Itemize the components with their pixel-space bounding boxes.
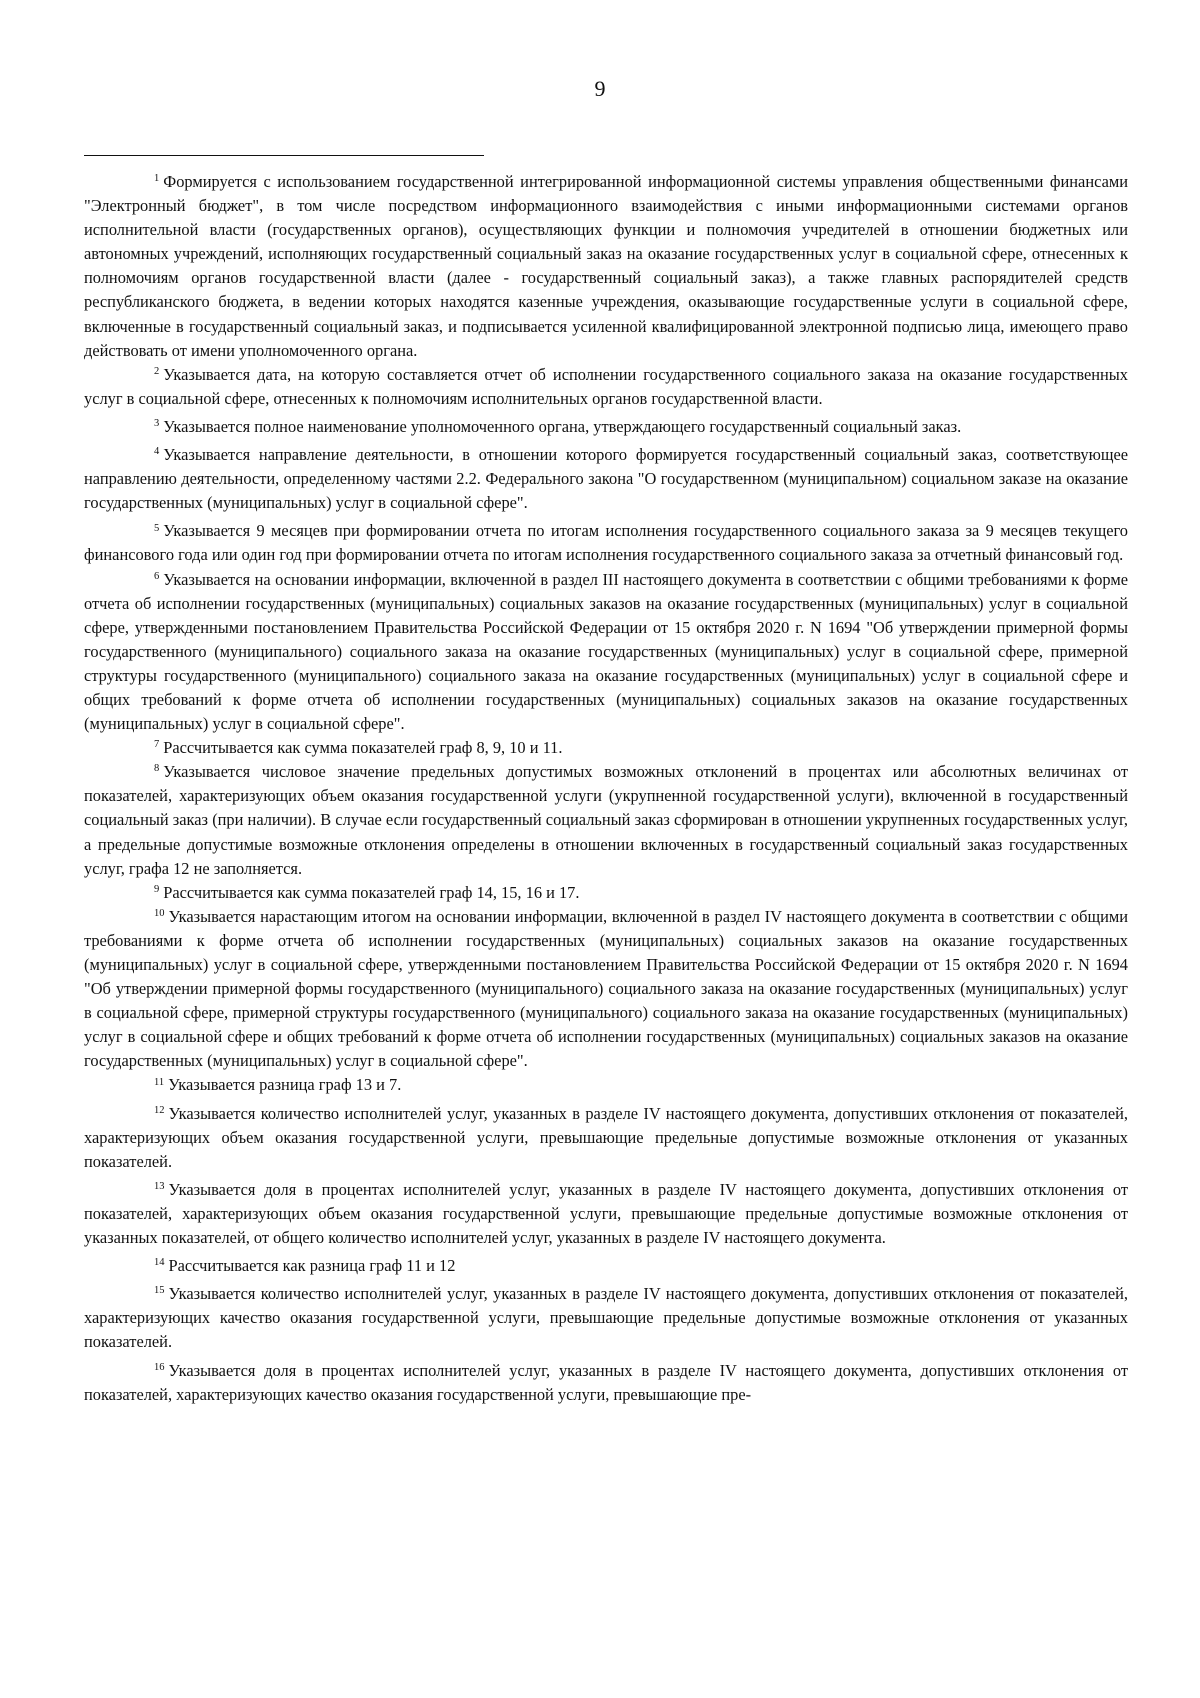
footnote-text: Указывается количество исполнителей услуг, указанных в разделе IV настоящего документа, допустивших отклонения от показателей, характеризующих качество оказания государственной услуги, превышающие предельные допустимые возможные отклонения от указанных показателей. <box>84 1284 1128 1352</box>
footnote-marker: 12 <box>154 1104 165 1116</box>
footnotes-list <box>84 170 1128 1407</box>
footnote-text: Указывается направление деятельности, в отношении которого формируется государственный социальный заказ, соответствующее направлению деятельности, определенному частями 2.2. Федерального закона "О государственном (муниципальном) социальном заказе на оказание государственных (муниципальных) услуг в социальной сфере". <box>84 445 1128 513</box>
footnote-4 <box>84 443 1128 515</box>
footnote-3 <box>84 415 1128 439</box>
footnote-text: Указывается числовое значение предельных допустимых возможных отклонений в процентах или абсолютных величинах от показателей, характеризующих объем оказания государственной услуги (укрупненной государственной услуги), включенной в государственный социальный заказ (при наличии). В случае если государственный социальный заказ сформирован в отношении укрупненных государственных услуг, а предельные допустимые возможные отклонения определены в отношении включенных в государственный социальный заказ государственных услуг, графа 12 не заполняется. <box>84 762 1128 878</box>
footnote-text: Указывается 9 месяцев при формировании отчета по итогам исполнения государственного социального заказа за 9 месяцев текущего финансового года или один год при формировании отчета по итогам исполнения государственного социального заказа за отчетный финансовый год. <box>84 521 1128 565</box>
footnote-8 <box>84 760 1128 880</box>
footnote-text: Рассчитывается как сумма показателей граф 8, 9, 10 и 11. <box>163 738 563 758</box>
footnote-text: Рассчитывается как сумма показателей граф 14, 15, 16 и 17. <box>163 882 580 902</box>
footnote-text: Указывается количество исполнителей услуг, указанных в разделе IV настоящего документа, допустивших отклонения от показателей, характеризующих объем оказания государственной услуги, превышающие предельные допустимые возможные отклонения от указанных показателей. <box>84 1103 1128 1171</box>
footnote-marker: 9 <box>154 883 160 895</box>
footnote-marker: 4 <box>154 446 160 458</box>
footnote-marker: 6 <box>154 570 160 582</box>
footnote-7 <box>84 736 1128 760</box>
footnote-marker: 2 <box>154 365 160 377</box>
footnote-text: Рассчитывается как разница граф 11 и 12 <box>168 1256 456 1276</box>
footnote-separator <box>84 155 484 156</box>
footnote-2 <box>84 363 1128 411</box>
footnote-marker: 7 <box>154 739 160 751</box>
footnote-5 <box>84 519 1128 567</box>
footnote-marker: 11 <box>154 1076 165 1088</box>
footnote-text: Указывается полное наименование уполномоченного органа, утверждающего государственный социальный заказ. <box>163 416 962 436</box>
footnote-11 <box>84 1073 1128 1097</box>
footnote-marker: 16 <box>154 1361 165 1373</box>
footnote-marker: 14 <box>154 1257 165 1269</box>
footnote-10 <box>84 905 1128 1074</box>
footnote-16 <box>84 1359 1128 1407</box>
page-number: 9 <box>594 76 606 101</box>
footnote-marker: 5 <box>154 522 160 534</box>
footnote-14 <box>84 1254 1128 1278</box>
footnote-marker: 10 <box>154 908 165 920</box>
footnote-13 <box>84 1178 1128 1250</box>
footnote-text: Указывается на основании информации, включенной в раздел III настоящего документа в соответствии с общими требованиями к форме отчета об исполнении государственных (муниципальных) социальных заказов на оказание государственных (муниципальных) услуг в социальной сфере, утвержденными постановлением Правительства Российской Федерации от 15 октября 2020 г. N 1694 "Об утверждении примерной формы государственного (муниципального) социального заказа на оказание государственных (муниципальных) услуг в социальной сфере, примерной структуры государственного (муниципального) социального заказа на оказание государственных (муниципальных) услуг в социальной сфере и общих требований к форме отчета об исполнении государственных (муниципальных) социальных заказов на оказание государственных (муниципальных) услуг в социальной сфере". <box>84 569 1128 734</box>
footnote-text: Указывается нарастающим итогом на основании информации, включенной в раздел IV настоящего документа в соответствии с общими требованиями к форме отчета об исполнении государственных (муниципальных) социальных заказов на оказание государственных (муниципальных) услуг в социальной сфере, утвержденными постановлением Правительства Российской Федерации от 15 октября 2020 г. N 1694 "Об утверждении примерной формы государственного (муниципального) социального заказа на оказание государственных (муниципальных) услуг в социальной сфере, примерной структуры государственного (муниципального) социального заказа на оказание государственных (муниципальных) услуг в социальной сфере и общих требований к форме отчета об исполнении государственных (муниципальных) социальных заказов на оказание государственных (муниципальных) услуг в социальной сфере". <box>84 906 1128 1071</box>
footnote-marker: 13 <box>154 1181 165 1193</box>
footnote-marker: 15 <box>154 1285 165 1297</box>
footnote-marker: 1 <box>154 173 160 185</box>
footnote-marker: 8 <box>154 763 160 775</box>
footnote-text: Указывается дата, на которую составляется отчет об исполнении государственного социального заказа на оказание государственных услуг в социальной сфере, отнесенных к полномочиям исполнительных органов государственной власти. <box>84 364 1128 408</box>
footnote-marker: 3 <box>154 418 160 430</box>
footnote-15 <box>84 1282 1128 1354</box>
footnote-text: Формируется с использованием государственной интегрированной информационной системы управления общественными финансами "Электронный бюджет", в том числе посредством информационного взаимодействия с иными информационными системами органов исполнительной власти (государственных органов), осуществляющих функции и полномочия учредителей в отношении бюджетных или автономных учреждений, исполняющих государственный социальный заказ на оказание государственных услуг в социальной сфере, отнесенных к полномочиям органов государственной власти (далее - государственный социальный заказ), а также главных распорядителей средств республиканского бюджета, в ведении которых находятся казенные учреждения, оказывающие государственные услуги в социальной сфере, включенные в государственный социальный заказ, и подписывается усиленной квалифицированной электронной подписью лица, имеющего право действовать от имени уполномоченного органа. <box>84 172 1128 360</box>
footnote-9 <box>84 881 1128 905</box>
footnote-1 <box>84 170 1128 363</box>
footnote-text: Указывается доля в процентах исполнителей услуг, указанных в разделе IV настоящего документа, допустивших отклонения от показателей, характеризующих объем оказания государственной услуги, превышающие предельные допустимые возможные отклонения от указанных показателей, от общего количество исполнителей услуг, указанных в разделе IV настоящего документа. <box>84 1179 1128 1248</box>
footnote-text: Указывается доля в процентах исполнителей услуг, указанных в разделе IV настоящего документа, допустивших отклонения от показателей, характеризующих качество оказания государственной услуги, превышающие пре- <box>84 1360 1128 1404</box>
footnote-6 <box>84 568 1128 737</box>
footnote-text: Указывается разница граф 13 и 7. <box>168 1075 402 1095</box>
footnote-12 <box>84 1102 1128 1174</box>
